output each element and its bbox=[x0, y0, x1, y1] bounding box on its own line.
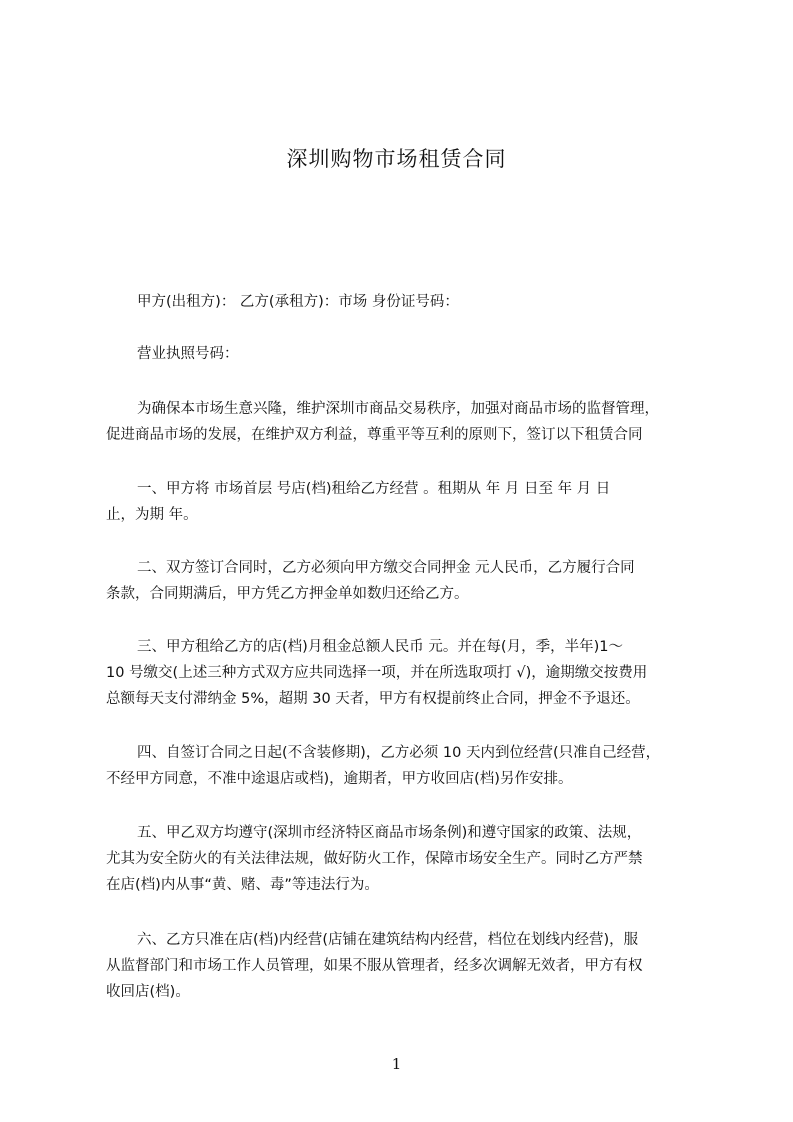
clause-1-line-2: 止，为期 年。 bbox=[106, 507, 198, 523]
clause-1-paragraph bbox=[106, 476, 706, 528]
parties-line: 甲方(出租方)： 乙方(承租方)：市场 身份证号码： bbox=[137, 294, 459, 310]
preamble-paragraph bbox=[106, 396, 706, 448]
clause-3-line-1: 三、甲方租给乙方的店(档)月租金总额人民币 元。并在每(月，季，半年)1～ bbox=[137, 639, 623, 655]
clause-1-line-1: 一、甲方将 市场首层 号店(档)租给乙方经营 。租期从 年 月 日至 年 月 日 bbox=[137, 481, 611, 497]
clause-4-line-1: 四、自签订合同之日起(不含装修期)，乙方必须 10 天内到位经营(只准自己经营， bbox=[137, 745, 661, 761]
clause-4-line-2: 不经甲方同意，不准中途退店或档)，逾期者，甲方收回店(档)另作安排。 bbox=[106, 771, 573, 787]
clause-5-line-2: 尤其为安全防火的有关法律法规，做好防火工作，保障市场安全生产。同时乙方严禁 bbox=[106, 851, 643, 867]
parties-paragraph bbox=[106, 289, 706, 315]
clause-6-line-3: 收回店(档)。 bbox=[106, 984, 190, 1000]
clause-3-paragraph bbox=[106, 634, 706, 712]
page-title: 深圳购物市场租赁合同 bbox=[286, 147, 507, 171]
clause-3-line-3: 总额每天支付滞纳金 5%，超期 30 天者，甲方有权提前终止合同，押金不予退还。 bbox=[106, 691, 640, 707]
clause-2-line-2: 条款，合同期满后，甲方凭乙方押金单如数归还给乙方。 bbox=[106, 586, 469, 602]
clause-4-paragraph bbox=[106, 740, 706, 792]
clause-5-line-3: 在店(档)内从事“黄、赌、毒”等违法行为。 bbox=[106, 877, 379, 893]
business-license-paragraph bbox=[106, 341, 706, 367]
preamble-line-1: 为确保本市场生意兴隆，维护深圳市商品交易秩序，加强对商品市场的监督管理， bbox=[137, 401, 659, 417]
clause-5-paragraph bbox=[106, 820, 706, 898]
clause-6-paragraph bbox=[106, 927, 706, 1005]
clause-2-paragraph bbox=[106, 555, 706, 607]
clause-6-line-2: 从监督部门和市场工作人员管理，如果不服从管理者，经多次调解无效者，甲方有权 bbox=[106, 958, 643, 974]
clause-2-line-1: 二、双方签订合同时，乙方必须向甲方缴交合同押金 元人民币，乙方履行合同 bbox=[137, 560, 635, 576]
clause-5-line-1: 五、甲乙双方均遵守(深圳市经济特区商品市场条例)和遵守国家的政策、法规， bbox=[137, 825, 642, 841]
page-number: 1 bbox=[391, 1055, 402, 1073]
preamble-line-2: 促进商品市场的发展，在维护双方利益，尊重平等互利的原则下，签订以下租赁合同 bbox=[106, 427, 643, 443]
clause-3-line-2: 10 号缴交(上述三种方式双方应共同选择一项，并在所选取项打 √)，逾期缴交按费用 bbox=[106, 665, 648, 681]
clause-6-line-1: 六、乙方只准在店(档)内经营(店铺在建筑结构内经营，档位在划线内经营)，服 bbox=[137, 932, 639, 948]
business-license-line: 营业执照号码： bbox=[137, 346, 239, 362]
